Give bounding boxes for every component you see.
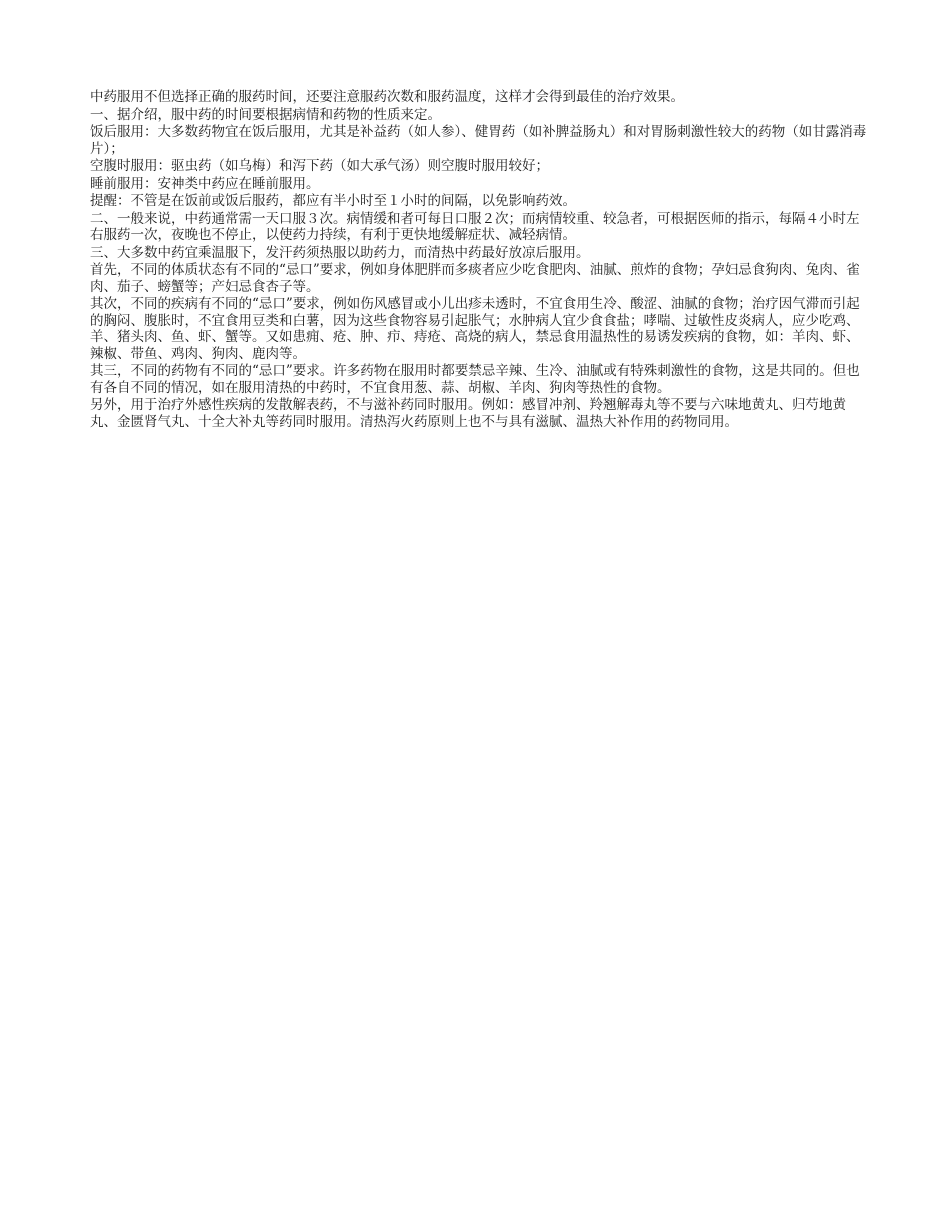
section-two-paragraph: 二、一般来说，中药通常需一天口服３次。病情缓和者可每日口服２次；而病情较重、较急者，可根据医师的指示，每隔４小时左右服药一次，夜晚也不停止，以使药力持续，有利于更快地缓解症状、减轻病情。	[90, 210, 860, 243]
section-one-heading: 一、据介绍，服中药的时间要根据病情和药物的性质来定。	[90, 106, 441, 123]
third-taboo-paragraph: 其三，不同的药物有不同的“忌口”要求。许多药物在服用时都要禁忌辛辣、生冷、油腻或有特殊刺激性的食物，这是共同的。但也有各自不同的情况，如在服用清热的中药时，不宜食用葱、蒜、胡椒、羊肉、狗肉等热性的食物。	[90, 363, 860, 396]
intro-paragraph: 中药服用不但选择正确的服药时间，还要注意服药次数和服药温度，这样才会得到最佳的治疗效果。	[90, 89, 684, 105]
first-taboo-paragraph: 首先，不同的体质状态有不同的“忌口”要求，例如身体肥胖而多痰者应少吃食肥肉、油腻、煎炸的食物；孕妇忌食狗肉、兔肉、雀肉、茄子、螃蟹等；产妇忌食杏子等。	[90, 262, 860, 295]
after-meal-paragraph: 饭后服用：大多数药物宜在饭后服用，尤其是补益药（如人参）、健胃药（如补脾益肠丸）和对胃肠刺激性较大的药物（如甘露消毒片）；	[90, 124, 867, 157]
second-taboo-paragraph: 其次，不同的疾病有不同的“忌口”要求，例如伤风感冒或小儿出疹未透时，不宜食用生冷、酸涩、油腻的食物；治疗因气滞而引起的胸闷、腹胀时，不宜食用豆类和白薯，因为这些食物容易引起胀气；水肿病人宜少食食盐；哮喘、过敏性皮炎病人，应少吃鸡、羊、猪头肉、鱼、虾、蟹等。又如患痈、疮、肿、疖、痔疮、高烧的病人，禁忌食用温热性的易诱发疾病的食物，如：羊肉、虾、辣椒、带鱼、鸡肉、狗肉、鹿肉等。	[90, 296, 860, 362]
empty-stomach-paragraph: 空腹时服用：驱虫药（如乌梅）和泻下药（如大承气汤）则空腹时服用较好；	[90, 158, 549, 174]
bedtime-paragraph: 睡前服用：安神类中药应在睡前服用。	[90, 175, 320, 192]
section-three-paragraph: 三、大多数中药宜乘温服下，发汗药须热服以助药力，而清热中药最好放凉后服用。	[90, 244, 590, 261]
document-body	[90, 89, 870, 431]
reminder-paragraph: 提醒：不管是在饭前或饭后服药，都应有半小时至１小时的间隔，以免影响药效。	[90, 193, 576, 209]
additional-note-paragraph: 另外，用于治疗外感性疾病的发散解表药，不与滋补药同时服用。例如：感冒冲剂、羚翘解毒丸等不要与六味地黄丸、归芍地黄丸、金匮肾气丸、十全大补丸等药同时服用。清热泻火药原则上也不与具有滋腻、温热大补作用的药物同用。	[90, 397, 846, 430]
